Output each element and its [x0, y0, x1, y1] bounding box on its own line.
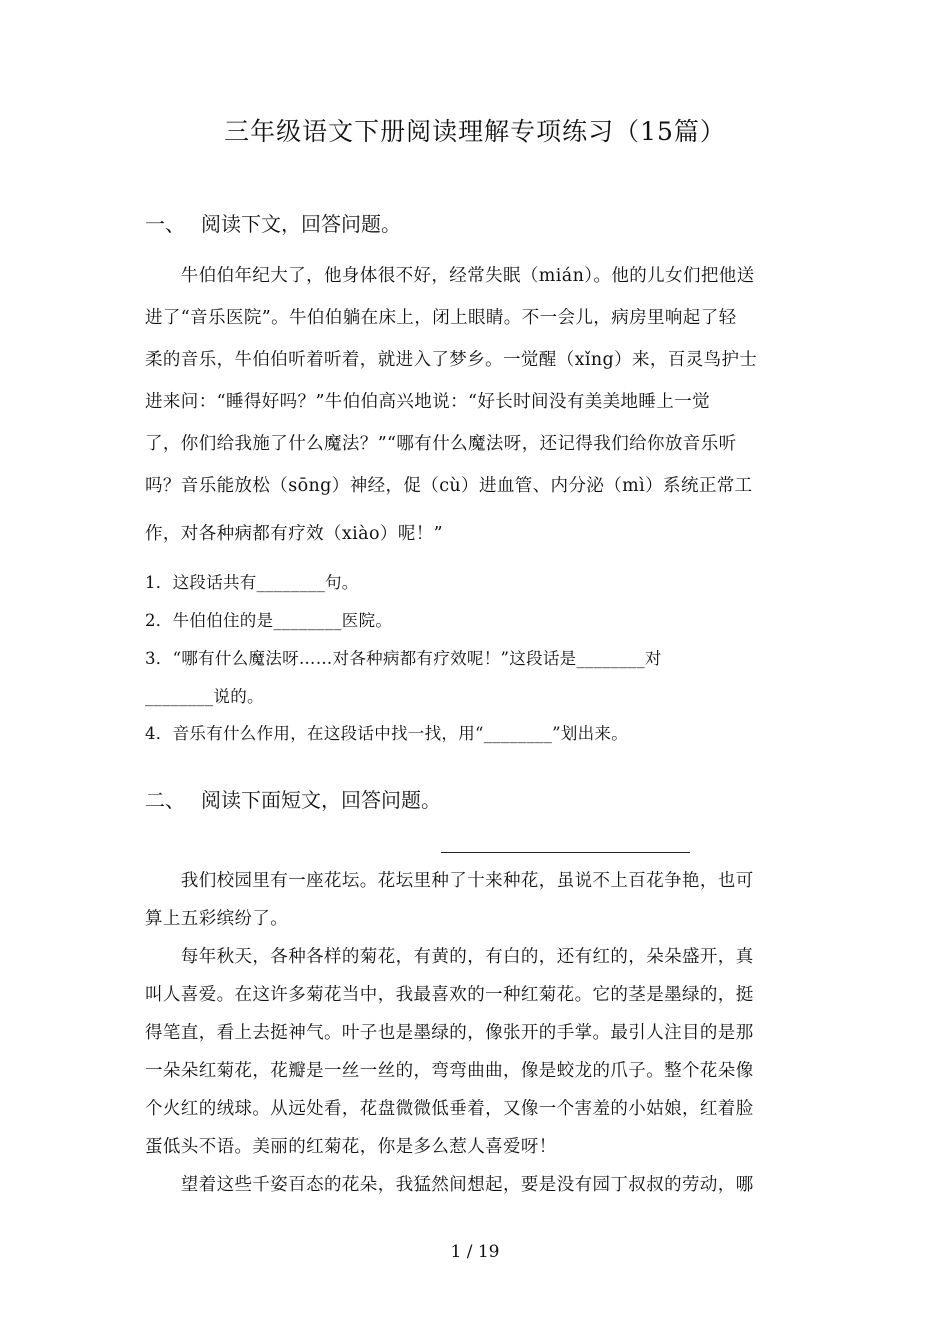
section-1-heading-text: 阅读下文，回答问题。 — [201, 212, 401, 236]
question-1: 1．这段话共有________句。 — [145, 573, 359, 592]
section-2-heading — [145, 784, 441, 813]
section-2-heading-text: 阅读下面短文，回答问题。 — [201, 788, 441, 812]
passage-line: 进了“音乐医院”。牛伯伯躺在床上，闭上眼睛。不一会儿，病房里响起了轻 — [145, 308, 737, 328]
divider-line — [441, 852, 690, 853]
section-1-heading — [145, 208, 401, 237]
section-1-passage — [145, 255, 805, 555]
passage-line: 了，你们给我施了什么魔法？”“哪有什么魔法呀，还记得我们给你放音乐听 — [145, 434, 737, 454]
passage-line: 蛋低头不语。美丽的红菊花，你是多么惹人喜爱呀！ — [145, 1137, 557, 1157]
document-title: 三年级语文下册阅读理解专项练习（15篇） — [224, 117, 726, 146]
section-2-passage — [145, 862, 805, 1204]
passage-line: 作，对各种病都有疗效（xiào）呢！” — [145, 524, 443, 544]
passage-line: 每年秋天，各种各样的菊花，有黄的，有白的，还有红的，朵朵盛开，真 — [145, 947, 754, 967]
passage-line: 叫人喜爱。在这许多菊花当中，我最喜欢的一种红菊花。它的茎是墨绿的，挺 — [145, 985, 754, 1005]
question-3-continued: ________说的。 — [145, 687, 264, 706]
passage-line: 一朵朵红菊花，花瓣是一丝一丝的，弯弯曲曲，像是蛟龙的爪子。整个花朵像 — [145, 1061, 754, 1081]
passage-line: 望着这些千姿百态的花朵，我猛然间想起，要是没有园丁叔叔的劳动，哪 — [145, 1175, 754, 1195]
passage-line: 算上五彩缤纷了。 — [145, 909, 289, 929]
passage-line: 牛伯伯年纪大了，他身体很不好，经常失眠（mián）。他的儿女们把他送 — [145, 266, 755, 286]
passage-line: 吗？音乐能放松（sōng）神经，促（cù）进血管、内分泌（mì）系统正常工 — [145, 476, 753, 496]
question-2: 2．牛伯伯住的是________医院。 — [145, 611, 393, 630]
page-number: 1 / 19 — [450, 1242, 500, 1262]
passage-line: 柔的音乐，牛伯伯听着听着，就进入了梦乡。一觉醒（xǐng）来，百灵鸟护士 — [145, 350, 758, 370]
section-1-number: 一、 — [145, 212, 185, 236]
passage-line: 得笔直，看上去挺神气。叶子也是墨绿的，像张开的手掌。最引人注目的是那 — [145, 1023, 754, 1043]
passage-line: 进来问：“睡得好吗？”牛伯伯高兴地说：“好长时间没有美美地睡上一觉 — [145, 392, 711, 412]
passage-line: 个火红的绒球。从远处看，花盘微微低垂着，又像一个害羞的小姑娘，红着脸 — [145, 1099, 754, 1119]
section-2-number: 二、 — [145, 788, 185, 812]
question-3: 3．“哪有什么魔法呀……对各种病都有疗效呢！”这段话是________对 — [145, 649, 662, 668]
passage-line: 我们校园里有一座花坛。花坛里种了十来种花，虽说不上百花争艳，也可 — [145, 871, 754, 891]
question-4: 4．音乐有什么作用，在这段话中找一找，用“________”划出来。 — [145, 724, 629, 743]
